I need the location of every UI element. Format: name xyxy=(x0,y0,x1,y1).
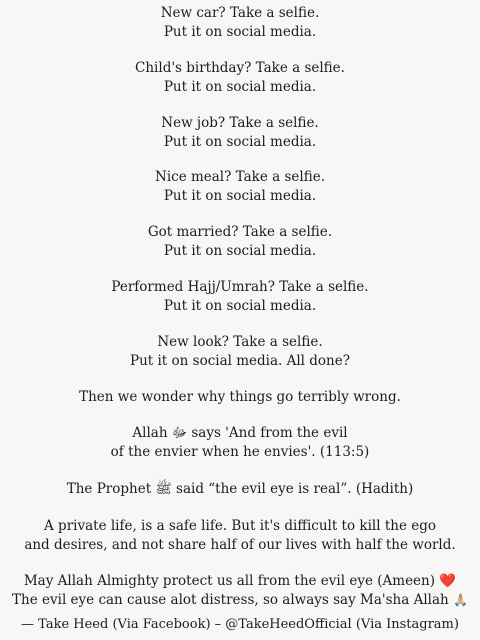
stanza-line: Nice meal? Take a selfie. xyxy=(155,169,325,185)
stanza-line: Performed Hajj/Umrah? Take a selfie. xyxy=(111,279,369,295)
attribution-footer: — Take Heed (Via Facebook) – @TakeHeedOfficial (Via Instagram) xyxy=(21,617,459,632)
stanza-line: Got married? Take a selfie. xyxy=(147,224,333,240)
stanza-nice-meal xyxy=(0,168,480,206)
stanza-line: New look? Take a selfie. xyxy=(157,334,323,350)
stanza-line: The evil eye can cause alot distress, so always say Ma'sha Allah xyxy=(12,592,449,608)
stanza-line: Put it on social media. xyxy=(163,134,317,150)
stanza-line: New car? Take a selfie. xyxy=(160,5,320,21)
heart-icon: ❤️ xyxy=(439,573,457,589)
stanza-child-birthday xyxy=(0,59,480,97)
praying-hands-icon: 🙏🏼 xyxy=(453,593,468,607)
stanza-line: A private life, is a safe life. But it's difficult to kill the ego xyxy=(44,518,436,534)
stanza-line: Put it on social media. xyxy=(163,188,317,204)
stanza-line: Put it on social media. xyxy=(163,79,317,95)
stanza-wonder xyxy=(0,388,480,407)
stanza-line: Allah ﷻ says 'And from the evil xyxy=(132,425,348,441)
stanza-quran-quote xyxy=(0,424,480,462)
stanza-new-car xyxy=(0,4,480,42)
stanza-line: Put it on social media. xyxy=(163,298,317,314)
stanza-new-look xyxy=(0,333,480,371)
stanza-line: Then we wonder why things go terribly wrong. xyxy=(79,389,401,405)
stanza-line: and desires, and not share half of our lives with half the world. xyxy=(24,537,456,553)
stanza-line: Put it on social media. xyxy=(163,243,317,259)
stanza-hadith xyxy=(0,480,480,499)
stanza-line: The Prophet ﷺ said “the evil eye is real”. (Hadith) xyxy=(66,481,414,497)
stanza-got-married xyxy=(0,223,480,261)
stanza-line: Put it on social media. All done? xyxy=(130,353,350,369)
stanza-private-life xyxy=(0,517,480,555)
stanza-line: Child's birthday? Take a selfie. xyxy=(135,60,345,76)
stanza-hajj-umrah xyxy=(0,278,480,316)
stanza-line-with-heart xyxy=(0,572,480,591)
stanza-protection xyxy=(0,572,480,610)
stanza-new-job xyxy=(0,114,480,152)
stanza-line: May Allah Almighty protect us all from the evil eye (Ameen) xyxy=(23,573,436,589)
stanza-line: Put it on social media. xyxy=(163,24,317,40)
stanza-line: New job? Take a selfie. xyxy=(161,115,319,131)
stanza-line: of the envier when he envies'. (113:5) xyxy=(110,444,370,460)
stanza-line-with-hands xyxy=(0,591,480,610)
